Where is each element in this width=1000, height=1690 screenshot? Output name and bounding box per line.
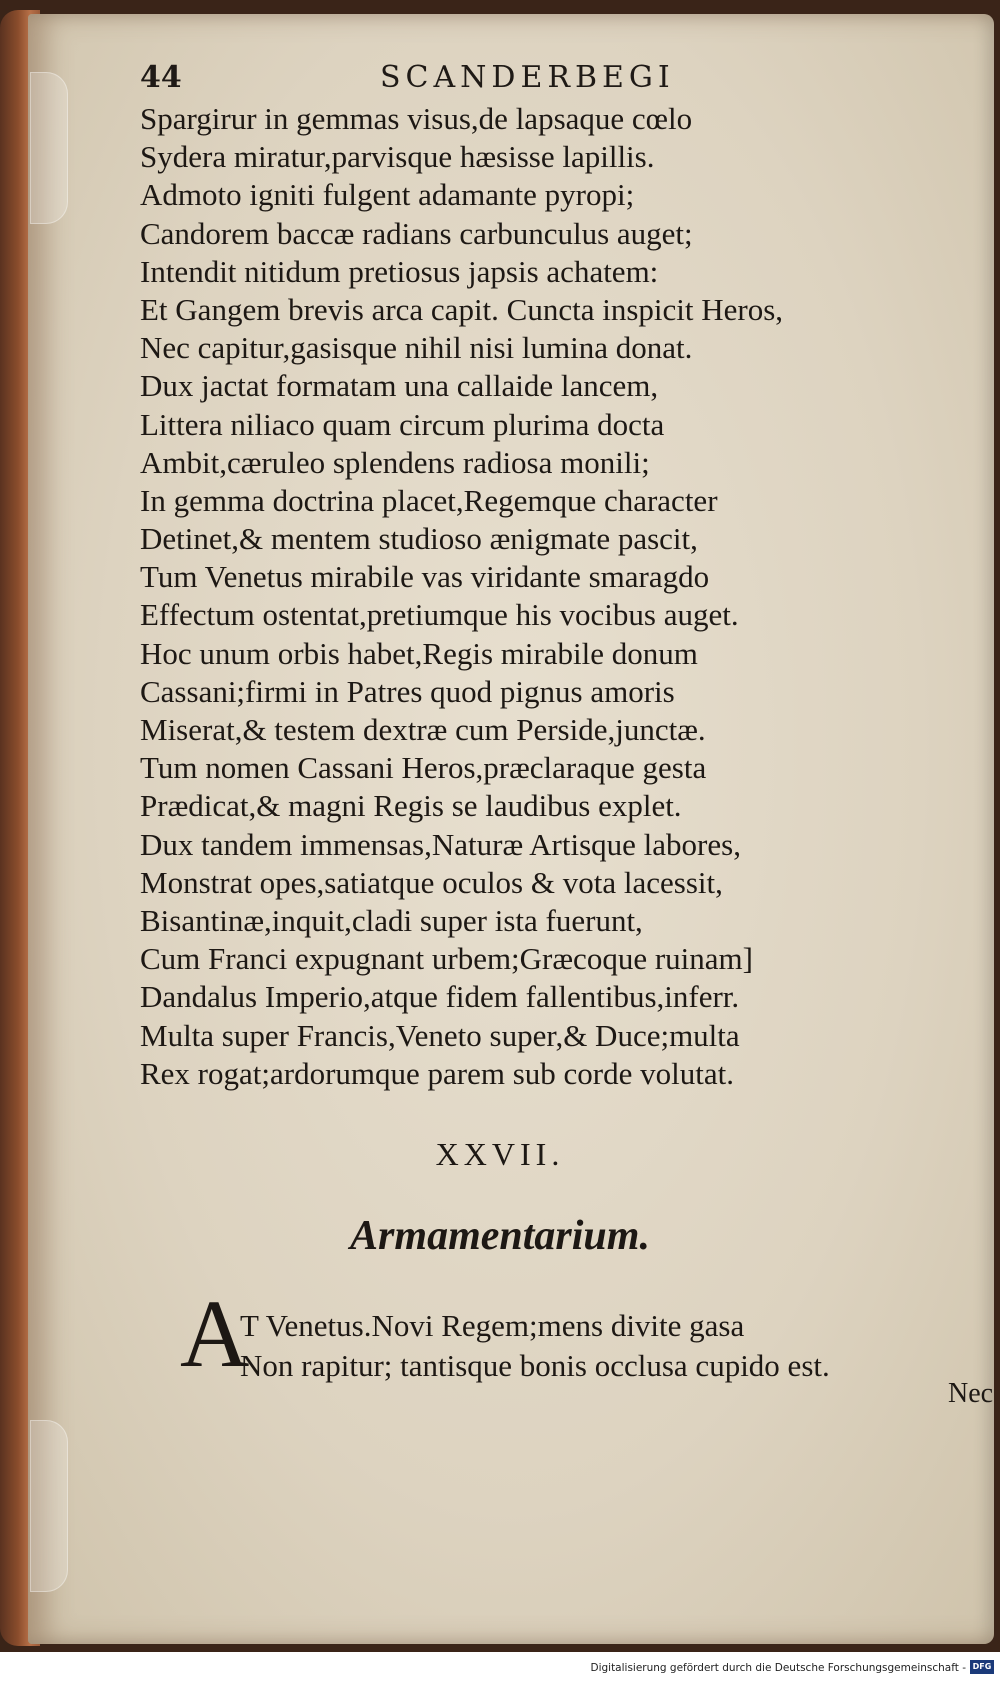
verse-line: Nec capitur,gasisque nihil nisi lumina donat. bbox=[140, 330, 693, 366]
page-clip-bottom bbox=[30, 1420, 68, 1592]
verse-line: In gemma doctrina placet,Regemque character bbox=[140, 482, 718, 518]
verse-line: Rex rogat;ardorumque parem sub corde volutat. bbox=[140, 1055, 734, 1091]
section-title: Armamentarium. bbox=[350, 1213, 650, 1259]
verse-line: Ambit,cæruleo splendens radiosa monili; bbox=[140, 444, 650, 480]
verse-line: Tum nomen Cassani Heros,præclaraque gesta bbox=[140, 750, 707, 786]
verse-line: Cum Franci expugnant urbem;Græcoque ruinam] bbox=[140, 941, 753, 977]
verse-line: Dandalus Imperio,atque fidem fallentibus,inferr. bbox=[140, 979, 740, 1015]
dfg-logo-icon: DFG bbox=[970, 1660, 994, 1674]
verse-line: Dux jactat formatam una callaide lancem, bbox=[140, 368, 659, 404]
verse-line: Multa super Francis,Veneto super,& Duce;multa bbox=[140, 1017, 740, 1053]
verse-line: Littera niliaco quam circum plurima docta bbox=[140, 406, 665, 442]
funding-credit: Digitalisierung gefördert durch die Deutsche Forschungsgemeinschaft - bbox=[590, 1662, 966, 1674]
verse-line: Spargirur in gemmas visus,de lapsaque cœlo bbox=[140, 101, 693, 136]
verse-line: Hoc unum orbis habet,Regis mirabile donum bbox=[140, 635, 698, 671]
verse-line: Dux tandem immensas,Naturæ Artisque labores, bbox=[140, 826, 741, 862]
verse-line: Monstrat opes,satiatque oculos & vota lacessit, bbox=[140, 864, 723, 900]
page-header bbox=[140, 60, 900, 104]
verse-line: Bisantinæ,inquit,cladi super ista fuerunt, bbox=[140, 902, 643, 938]
opening-verse bbox=[240, 1306, 940, 1386]
drop-cap: A bbox=[180, 1280, 250, 1387]
verse-line: Et Gangem brevis arca capit. Cuncta inspicit Heros, bbox=[140, 291, 784, 327]
bleed-through-text bbox=[912, 124, 994, 944]
verse-line: Cassani;firmi in Patres quod pignus amoris bbox=[140, 673, 675, 709]
page-clip-top bbox=[30, 72, 68, 224]
catchword: Nec bbox=[948, 1378, 994, 1409]
verse-line: Intendit nitidum pretiosus japsis achatem: bbox=[140, 253, 659, 289]
verse-line: Detinet,& mentem studioso ænigmate pascit, bbox=[140, 521, 698, 557]
verse-line: Candorem baccæ radians carbunculus auget; bbox=[140, 215, 693, 251]
verse-line: Admoto igniti fulgent adamante pyropi; bbox=[140, 177, 635, 213]
verse-block bbox=[140, 100, 900, 1093]
verse-line: Miserat,& testem dextræ cum Perside,junctæ. bbox=[140, 712, 706, 747]
opening-line: T Venetus.Novi Regem;mens divite gasa bbox=[240, 1308, 745, 1343]
verse-line: Tum Venetus mirabile vas viridante smaragdo bbox=[140, 559, 710, 595]
verse-line: Effectum ostentat,pretiumque his vocibus auget. bbox=[140, 597, 739, 633]
section-number: XXVII. bbox=[435, 1136, 565, 1172]
verse-line: Prædicat,& magni Regis se laudibus explet. bbox=[140, 788, 682, 824]
running-head: SCANDERBEGI bbox=[380, 60, 675, 95]
opening-line: Non rapitur; tantisque bonis occlusa cupido est. bbox=[240, 1348, 830, 1383]
page-number: 44 bbox=[140, 60, 182, 95]
footer-bar bbox=[0, 1652, 1000, 1690]
verse-line: Sydera miratur,parvisque hæsisse lapillis. bbox=[140, 139, 655, 175]
